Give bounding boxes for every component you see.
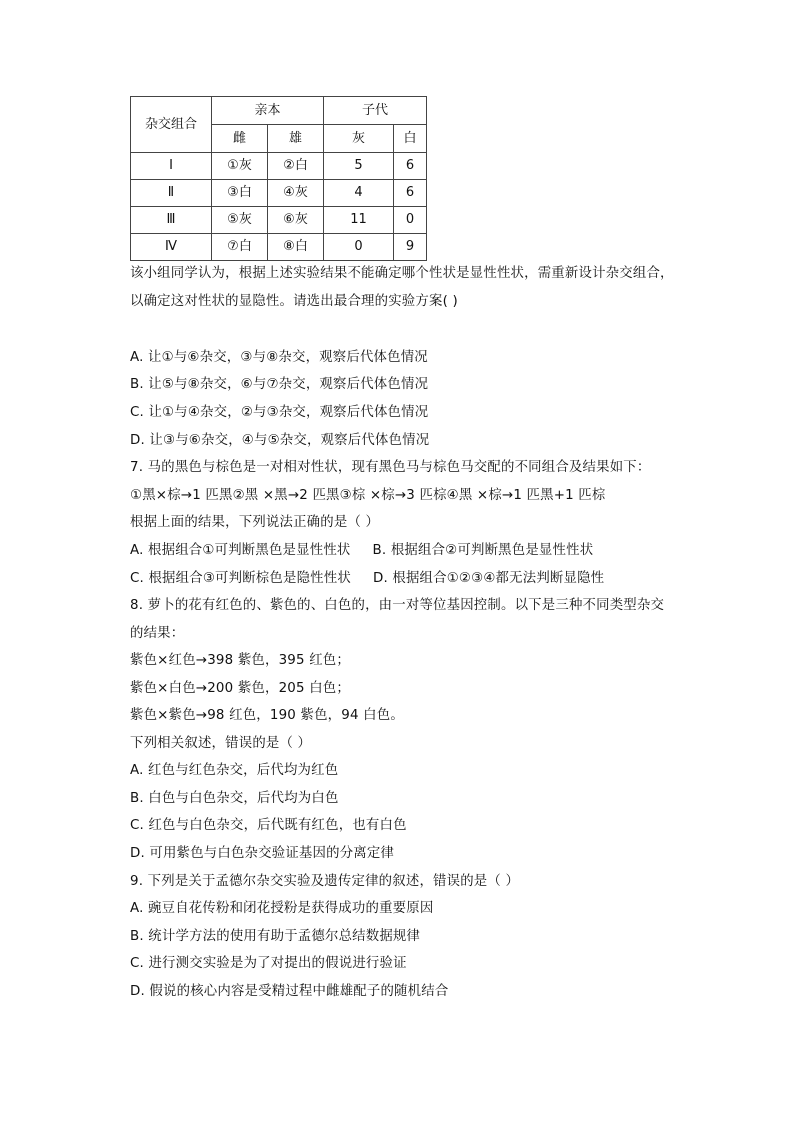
q7-options-row1	[130, 539, 593, 558]
cell-combo: Ⅳ	[131, 234, 212, 261]
q9-option-d: D. 假说的核心内容是受精过程中雌雄配子的随机结合	[130, 984, 449, 999]
q7-option-d: D. 根据组合①②③④都无法判断显隐性	[372, 571, 605, 586]
q7-options-row2	[130, 567, 604, 586]
q9-option-c: C. 进行测交实验是为了对提出的假说进行验证	[130, 956, 407, 971]
q8-result: 紫色×红色→398 紫色，395 红色；	[130, 653, 350, 668]
q8-stem-line1: 8. 萝卜的花有红色的、紫色的、白色的，由一对等位基因控制。以下是三种不同类型杂交	[130, 598, 665, 613]
q6-option-b: B. 让⑤与⑧杂交，⑥与⑦杂交，观察后代体色情况	[130, 377, 429, 392]
q7-option-c: C. 根据组合③可判断棕色是隐性性状	[130, 571, 351, 586]
q6-option-d: D. 让③与⑥杂交，④与⑤杂交，观察后代体色情况	[130, 433, 430, 448]
cell-grey: 0	[324, 234, 394, 261]
cell-white: 0	[394, 207, 427, 234]
q8-option-c: C. 红色与白色杂交，后代既有红色，也有白色	[130, 818, 407, 833]
q8-option-d: D. 可用紫色与白色杂交验证基因的分离定律	[130, 846, 395, 861]
q8-result: 紫色×紫色→98 红色，190 紫色，94 白色。	[130, 708, 404, 723]
header-white: 白	[394, 125, 427, 153]
q9-option-a: A. 豌豆自花传粉和闭花授粉是获得成功的重要原因	[130, 901, 434, 916]
cell-grey: 11	[324, 207, 394, 234]
cell-combo: Ⅰ	[131, 153, 212, 180]
q7-crosses: ①黑×棕→1 匹黑②黑 ×黑→2 匹黑③棕 ×棕→3 匹棕④黑 ×棕→1 匹黑+1 匹棕	[130, 488, 606, 503]
header-parents: 亲本	[212, 97, 324, 125]
cell-male: ④灰	[268, 180, 324, 207]
table-row	[131, 234, 427, 261]
cell-male: ⑥灰	[268, 207, 324, 234]
cell-male: ⑧白	[268, 234, 324, 261]
cell-white: 6	[394, 180, 427, 207]
header-male: 雄	[268, 125, 324, 153]
table-header-row	[131, 97, 427, 125]
cell-combo: Ⅱ	[131, 180, 212, 207]
table-row	[131, 180, 427, 207]
cell-female: ①灰	[212, 153, 268, 180]
q7-option-a: A. 根据组合①可判断黑色是显性性状	[130, 543, 351, 558]
q9-option-b: B. 统计学方法的使用有助于孟德尔总结数据规律	[130, 929, 421, 944]
q6-option-a: A. 让①与⑥杂交，③与⑧杂交，观察后代体色情况	[130, 350, 428, 365]
table-row	[131, 153, 427, 180]
cell-white: 6	[394, 153, 427, 180]
q7-question: 根据上面的结果，下列说法正确的是（ ）	[130, 515, 380, 530]
q7-stem: 7. 马的黑色与棕色是一对相对性状，现有黑色马与棕色马交配的不同组合及结果如下：	[130, 460, 651, 475]
header-female: 雌	[212, 125, 268, 153]
cell-female: ⑦白	[212, 234, 268, 261]
cell-female: ③白	[212, 180, 268, 207]
cell-combo: Ⅲ	[131, 207, 212, 234]
q7-option-b: B. 根据组合②可判断黑色是显性性状	[372, 543, 594, 558]
header-offspring: 子代	[324, 97, 427, 125]
header-grey: 灰	[324, 125, 394, 153]
q8-stem-line2: 的结果：	[130, 626, 185, 641]
cell-male: ②白	[268, 153, 324, 180]
q8-option-b: B. 白色与白色杂交，后代均为白色	[130, 791, 339, 806]
q9-stem: 9. 下列是关于孟德尔杂交实验及遗传定律的叙述，错误的是（ ）	[130, 874, 520, 889]
header-cross-combo: 杂交组合	[131, 97, 212, 153]
q6-stem-line1: 该小组同学认为，根据上述实验结果不能确定哪个性状是显性性状，需重新设计杂交组合，	[130, 266, 674, 281]
cell-grey: 5	[324, 153, 394, 180]
q8-result: 紫色×白色→200 紫色，205 白色；	[130, 681, 350, 696]
cell-female: ⑤灰	[212, 207, 268, 234]
table-row	[131, 207, 427, 234]
q8-question: 下列相关叙述，错误的是（ ）	[130, 736, 312, 751]
q8-option-a: A. 红色与红色杂交，后代均为红色	[130, 763, 339, 778]
q6-stem-line2: 以确定这对性状的显隐性。请选出最合理的实验方案( )	[130, 294, 458, 309]
q6-option-c: C. 让①与④杂交，②与③杂交，观察后代体色情况	[130, 405, 429, 420]
cross-results-table	[130, 96, 427, 261]
cell-white: 9	[394, 234, 427, 261]
cell-grey: 4	[324, 180, 394, 207]
